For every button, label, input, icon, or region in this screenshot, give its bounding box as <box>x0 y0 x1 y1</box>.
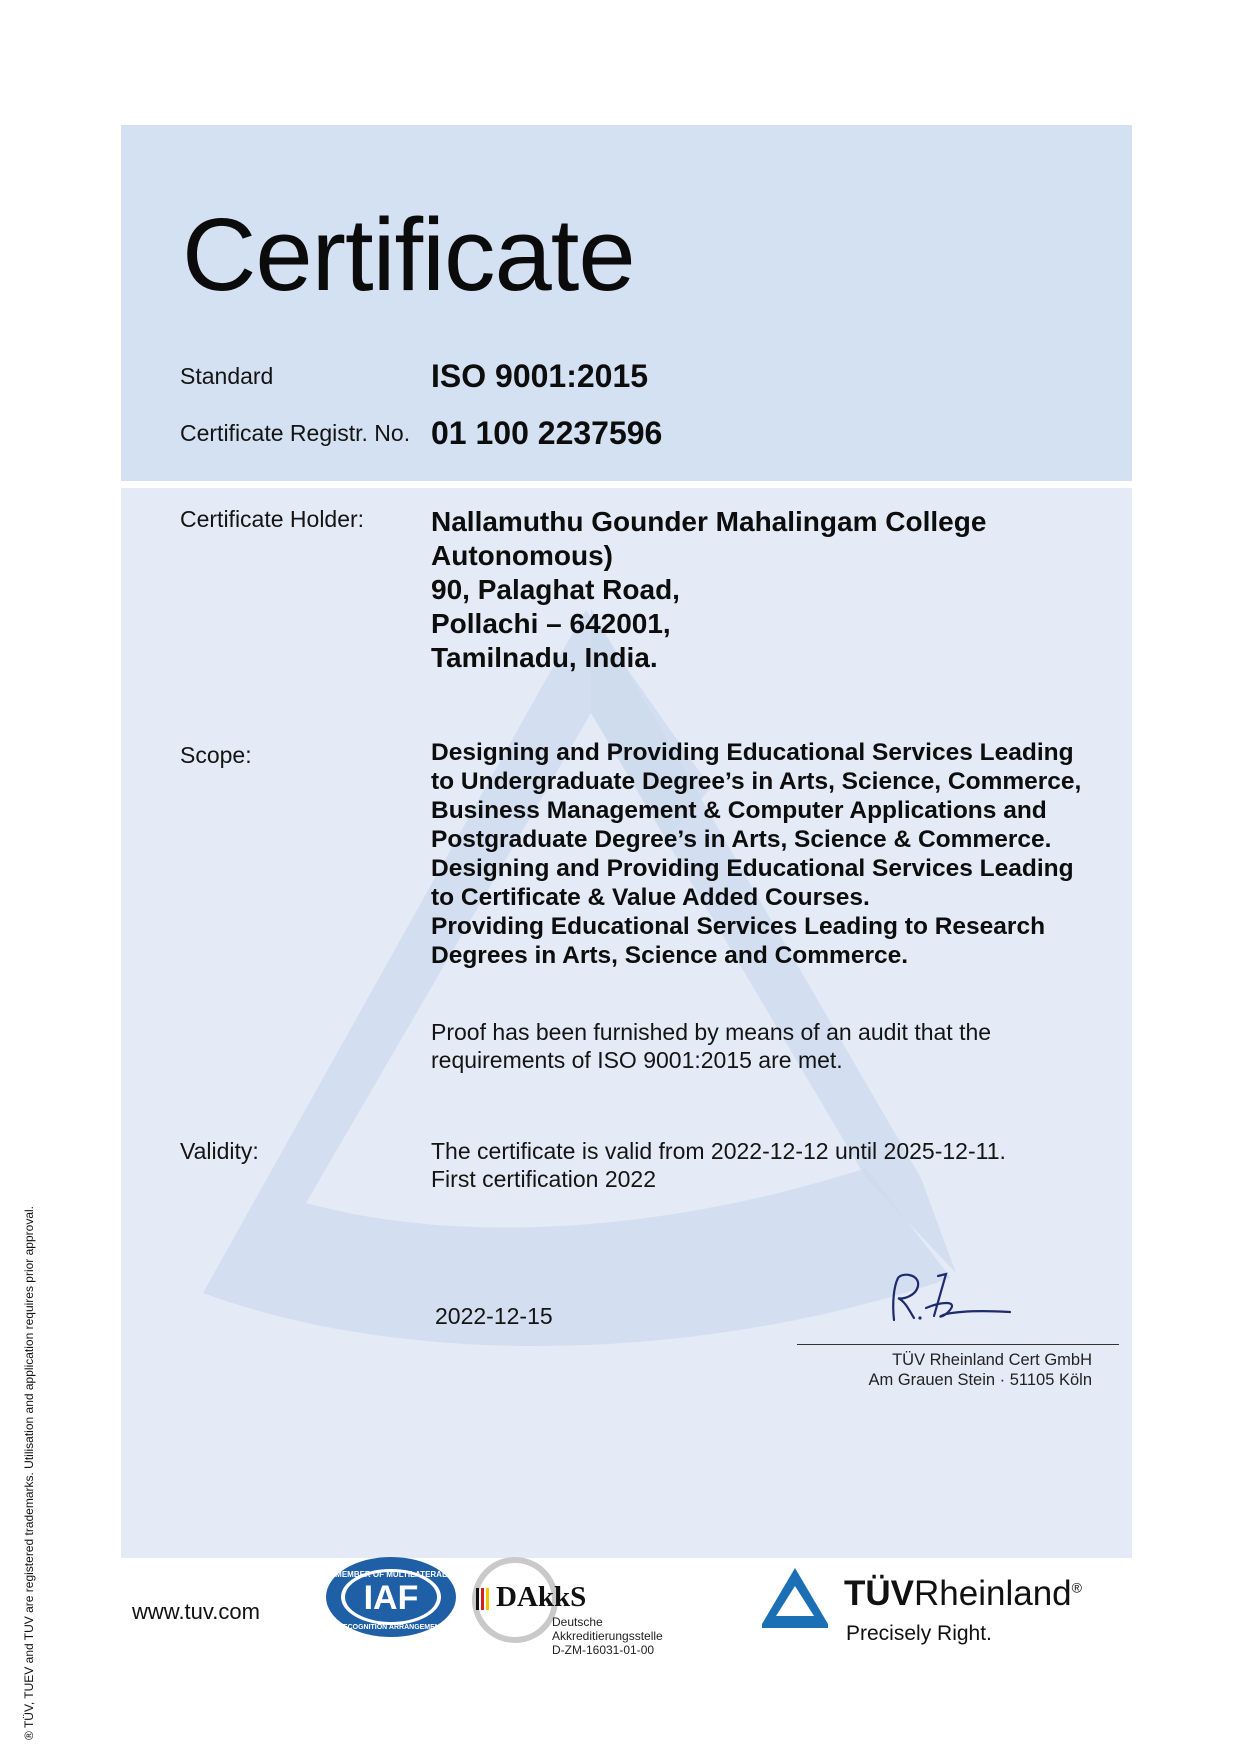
dakks-line: Deutsche <box>552 1615 603 1629</box>
registration-value: 01 100 2237596 <box>431 415 663 451</box>
holder-line: 90, Palaghat Road, <box>431 574 680 605</box>
dakks-logo <box>470 1555 670 1655</box>
scope-line: Postgraduate Degree’s in Arts, Science & Commerce. <box>431 826 1052 853</box>
tuv-brand-rest: Rheinland <box>914 1574 1072 1613</box>
tuv-brand <box>844 1574 1082 1614</box>
validity-line: The certificate is valid from 2022-12-12 until 2025-12-11. <box>431 1138 1006 1164</box>
holder-address <box>431 505 986 675</box>
scope-line: Designing and Providing Educational Services Leading <box>431 739 1074 766</box>
dakks-name: DAkkS <box>496 1581 587 1613</box>
iaf-ring-top: MEMBER OF MULTILATERAL <box>335 1570 447 1579</box>
scope-line: Degrees in Arts, Science and Commerce. <box>431 942 909 969</box>
dakks-line: Akkreditierungsstelle <box>552 1629 663 1643</box>
tuv-tagline: Precisely Right. <box>846 1622 992 1645</box>
issuer-name: TÜV Rheinland Cert GmbH <box>892 1351 1092 1369</box>
dakks-line: D-ZM-16031-01-00 <box>552 1643 655 1657</box>
signature-icon <box>880 1272 1020 1332</box>
proof-text <box>431 1018 991 1074</box>
holder-line: Tamilnadu, India. <box>431 642 658 673</box>
tuv-brand-bold: TÜV <box>844 1574 914 1613</box>
iaf-emblem-icon <box>324 1555 458 1639</box>
website-link[interactable]: www.tuv.com <box>132 1599 260 1624</box>
scope-text <box>431 738 1081 970</box>
scope-line: Business Management & Computer Applications and <box>431 797 1047 824</box>
page-title: Certificate <box>182 197 635 312</box>
validity-label: Validity: <box>180 1138 259 1164</box>
scope-line: Designing and Providing Educational Services Leading <box>431 855 1074 882</box>
iaf-logo <box>324 1555 458 1639</box>
proof-line: Proof has been furnished by means of an audit that the <box>431 1019 992 1045</box>
scope-line: to Certificate & Value Added Courses. <box>431 884 870 911</box>
dakks-text <box>552 1615 663 1657</box>
holder-line: Nallamuthu Gounder Mahalingam College <box>431 506 987 537</box>
standard-value: ISO 9001:2015 <box>431 358 649 394</box>
signature-line <box>797 1344 1119 1345</box>
tuv-logo <box>760 1560 1100 1660</box>
validity-line: First certification 2022 <box>431 1166 656 1192</box>
issuer-address: Am Grauen Stein · 51105 Köln <box>868 1371 1092 1389</box>
holder-line: Pollachi – 642001, <box>431 608 671 639</box>
holder-line: Autonomous) <box>431 540 613 571</box>
scope-label: Scope: <box>180 742 252 768</box>
iaf-text: IAF <box>363 1579 419 1617</box>
issue-date: 2022-12-15 <box>435 1303 553 1329</box>
standard-label: Standard <box>180 363 274 389</box>
registration-label: Certificate Registr. No. <box>180 420 411 446</box>
validity-text <box>431 1137 1006 1193</box>
holder-label: Certificate Holder: <box>180 506 365 532</box>
issuer-block <box>780 1350 1092 1390</box>
trademark-note: ® TÜV, TUEV and TUV are registered trademarks. Utilisation and application requires prior approval. <box>22 1206 36 1740</box>
scope-line: Providing Educational Services Leading to Research <box>431 913 1046 940</box>
scope-line: to Undergraduate Degree’s in Arts, Science, Commerce, <box>431 768 1082 795</box>
iaf-ring-bottom: RECOGNITION ARRANGEMENT <box>337 1624 445 1631</box>
proof-line: requirements of ISO 9001:2015 are met. <box>431 1047 843 1073</box>
tuv-triangle-icon <box>760 1566 830 1628</box>
tuv-reg-mark: ® <box>1071 1579 1082 1596</box>
